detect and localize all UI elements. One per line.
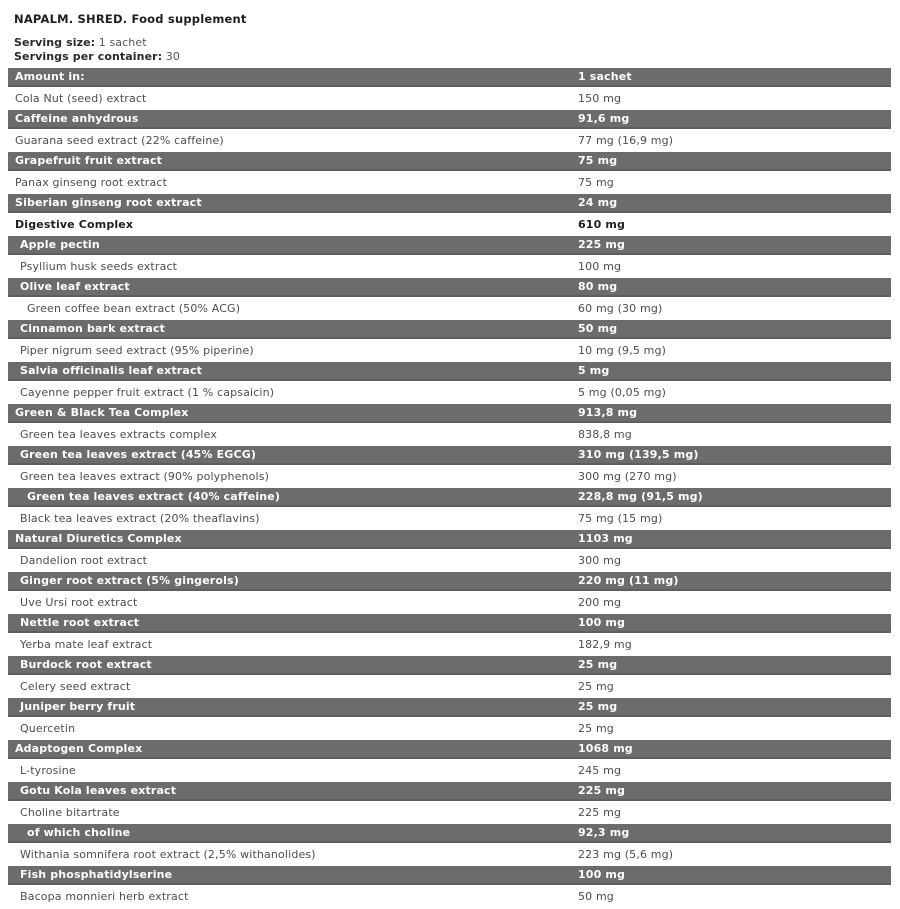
ingredient-name: Salvia officinalis leaf extract — [20, 364, 203, 377]
table-row — [8, 593, 891, 612]
table-row — [8, 320, 891, 339]
table-row — [8, 467, 891, 486]
ingredient-name: Piper nigrum seed extract (95% piperine) — [20, 344, 254, 357]
ingredient-name: Green tea leaves extract (40% caffeine) — [27, 490, 281, 503]
table-row — [8, 404, 891, 423]
table-row — [8, 635, 891, 654]
table-row — [8, 509, 891, 528]
ingredient-name: Cayenne pepper fruit extract (1 % capsaicin) — [20, 386, 275, 399]
ingredient-amount: 50 mg — [578, 322, 618, 335]
ingredient-name: Cinnamon bark extract — [20, 322, 166, 335]
ingredient-name: Panax ginseng root extract — [15, 176, 168, 189]
ingredient-name: Burdock root extract — [20, 658, 152, 671]
serving-size-label: Serving size: — [14, 36, 96, 49]
ingredient-name: of which choline — [27, 826, 131, 839]
ingredient-name: Bacopa monnieri herb extract — [20, 890, 189, 903]
servings-per-container-value: 30 — [162, 49, 180, 63]
ingredient-amount: 77 mg (16,9 mg) — [578, 134, 674, 147]
table-row — [8, 425, 891, 444]
table-row — [8, 215, 891, 234]
ingredient-name: Juniper berry fruit — [20, 700, 136, 713]
table-row — [8, 614, 891, 633]
ingredient-name: Green tea leaves extracts complex — [20, 428, 218, 441]
table-row — [8, 110, 891, 129]
ingredient-amount: 75 mg — [578, 176, 614, 189]
ingredient-name: Withania somnifera root extract (2,5% withanolides) — [20, 848, 316, 861]
table-row — [8, 677, 891, 696]
table-row — [8, 803, 891, 822]
ingredient-amount: 5 mg — [578, 364, 610, 377]
serving-size-value: 1 sachet — [95, 36, 147, 49]
ingredient-name: Cola Nut (seed) extract — [15, 92, 147, 105]
ingredient-name: Choline bitartrate — [20, 806, 120, 819]
ingredient-amount: 25 mg — [578, 680, 614, 693]
ingredient-amount: 1103 mg — [578, 532, 633, 545]
table-row — [8, 740, 891, 759]
ingredient-amount: 228,8 mg (91,5 mg) — [578, 490, 703, 503]
ingredient-name: Apple pectin — [20, 238, 100, 251]
column-header-1-sachet: 1 sachet — [578, 70, 632, 83]
table-row — [8, 257, 891, 276]
servings-per-container-label: Servings per container: — [14, 49, 163, 63]
ingredient-name: Grapefruit fruit extract — [15, 154, 163, 167]
page-title: NAPALM. SHRED. Food supplement — [14, 12, 247, 26]
ingredient-amount: 50 mg — [578, 890, 614, 903]
ingredient-amount: 24 mg — [578, 196, 618, 209]
ingredient-name: Adaptogen Complex — [15, 742, 143, 755]
ingredient-name: Black tea leaves extract (20% theaflavins) — [20, 512, 260, 525]
ingredient-name: Siberian ginseng root extract — [15, 196, 202, 209]
ingredient-amount: 80 mg — [578, 280, 618, 293]
ingredient-name: Green & Black Tea Complex — [15, 406, 189, 419]
table-row — [8, 656, 891, 675]
table-row — [8, 782, 891, 801]
ingredient-amount: 75 mg (15 mg) — [578, 512, 663, 525]
table-row — [8, 383, 891, 402]
ingredient-amount: 310 mg (139,5 mg) — [578, 448, 699, 461]
ingredient-amount: 100 mg — [578, 616, 626, 629]
table-row — [8, 362, 891, 381]
ingredient-amount: 92,3 mg — [578, 826, 630, 839]
table-row — [8, 173, 891, 192]
ingredient-name: L-tyrosine — [20, 764, 76, 777]
ingredient-amount: 220 mg (11 mg) — [578, 574, 679, 587]
ingredient-amount: 610 mg — [578, 218, 626, 231]
table-row — [8, 131, 891, 150]
ingredient-amount: 25 mg — [578, 700, 618, 713]
table-row — [8, 761, 891, 780]
ingredient-name: Green tea leaves extract (45% EGCG) — [20, 448, 257, 461]
table-row — [8, 278, 891, 297]
ingredient-amount: 100 mg — [578, 260, 622, 273]
ingredient-name: Dandelion root extract — [20, 554, 148, 567]
ingredient-name: Yerba mate leaf extract — [20, 638, 153, 651]
ingredient-amount: 182,9 mg — [578, 638, 632, 651]
table-row — [8, 488, 891, 507]
ingredient-name: Ginger root extract (5% gingerols) — [20, 574, 239, 587]
table-row — [8, 236, 891, 255]
ingredient-name: Digestive Complex — [15, 218, 134, 231]
nutrition-table — [8, 68, 891, 906]
ingredient-name: Guarana seed extract (22% caffeine) — [15, 134, 224, 147]
serving-size-line — [14, 36, 886, 50]
ingredient-amount: 913,8 mg — [578, 406, 638, 419]
ingredient-amount: 75 mg — [578, 154, 618, 167]
table-row — [8, 530, 891, 549]
ingredient-amount: 25 mg — [578, 722, 614, 735]
table-row — [8, 299, 891, 318]
ingredient-name: Natural Diuretics Complex — [15, 532, 182, 545]
ingredient-name: Fish phosphatidylserine — [20, 868, 173, 881]
ingredient-amount: 10 mg (9,5 mg) — [578, 344, 667, 357]
serving-info — [14, 36, 886, 63]
ingredient-amount: 60 mg (30 mg) — [578, 302, 663, 315]
ingredient-name: Psyllium husk seeds extract — [20, 260, 178, 273]
table-row — [8, 89, 891, 108]
ingredient-name: Green tea leaves extract (90% polyphenols) — [20, 470, 270, 483]
column-header-amount-in: Amount in: — [15, 70, 85, 83]
table-row — [8, 194, 891, 213]
ingredient-amount: 300 mg — [578, 554, 622, 567]
table-row — [8, 152, 891, 171]
ingredient-amount: 225 mg — [578, 806, 622, 819]
ingredient-amount: 225 mg — [578, 784, 626, 797]
ingredient-name: Celery seed extract — [20, 680, 131, 693]
ingredient-amount: 245 mg — [578, 764, 622, 777]
table-header-row — [8, 68, 891, 87]
ingredient-name: Green coffee bean extract (50% ACG) — [27, 302, 241, 315]
ingredient-name: Caffeine anhydrous — [15, 112, 139, 125]
ingredient-amount: 838,8 mg — [578, 428, 632, 441]
table-row — [8, 887, 891, 906]
table-row — [8, 719, 891, 738]
ingredient-amount: 200 mg — [578, 596, 622, 609]
ingredient-name: Quercetin — [20, 722, 76, 735]
ingredient-amount: 300 mg (270 mg) — [578, 470, 677, 483]
table-row — [8, 698, 891, 717]
table-row — [8, 551, 891, 570]
table-row — [8, 341, 891, 360]
table-row — [8, 845, 891, 864]
ingredient-name: Nettle root extract — [20, 616, 140, 629]
ingredient-amount: 91,6 mg — [578, 112, 630, 125]
ingredient-amount: 25 mg — [578, 658, 618, 671]
ingredient-amount: 150 mg — [578, 92, 622, 105]
table-row — [8, 572, 891, 591]
ingredient-amount: 225 mg — [578, 238, 626, 251]
ingredient-amount: 223 mg (5,6 mg) — [578, 848, 674, 861]
table-body — [8, 89, 891, 906]
ingredient-name: Gotu Kola leaves extract — [20, 784, 177, 797]
table-row — [8, 446, 891, 465]
ingredient-name: Uve Ursi root extract — [20, 596, 138, 609]
table-row — [8, 866, 891, 885]
table-row — [8, 824, 891, 843]
ingredient-amount: 1068 mg — [578, 742, 633, 755]
ingredient-amount: 100 mg — [578, 868, 626, 881]
ingredient-amount: 5 mg (0,05 mg) — [578, 386, 667, 399]
ingredient-name: Olive leaf extract — [20, 280, 130, 293]
servings-per-container-line — [14, 50, 886, 64]
